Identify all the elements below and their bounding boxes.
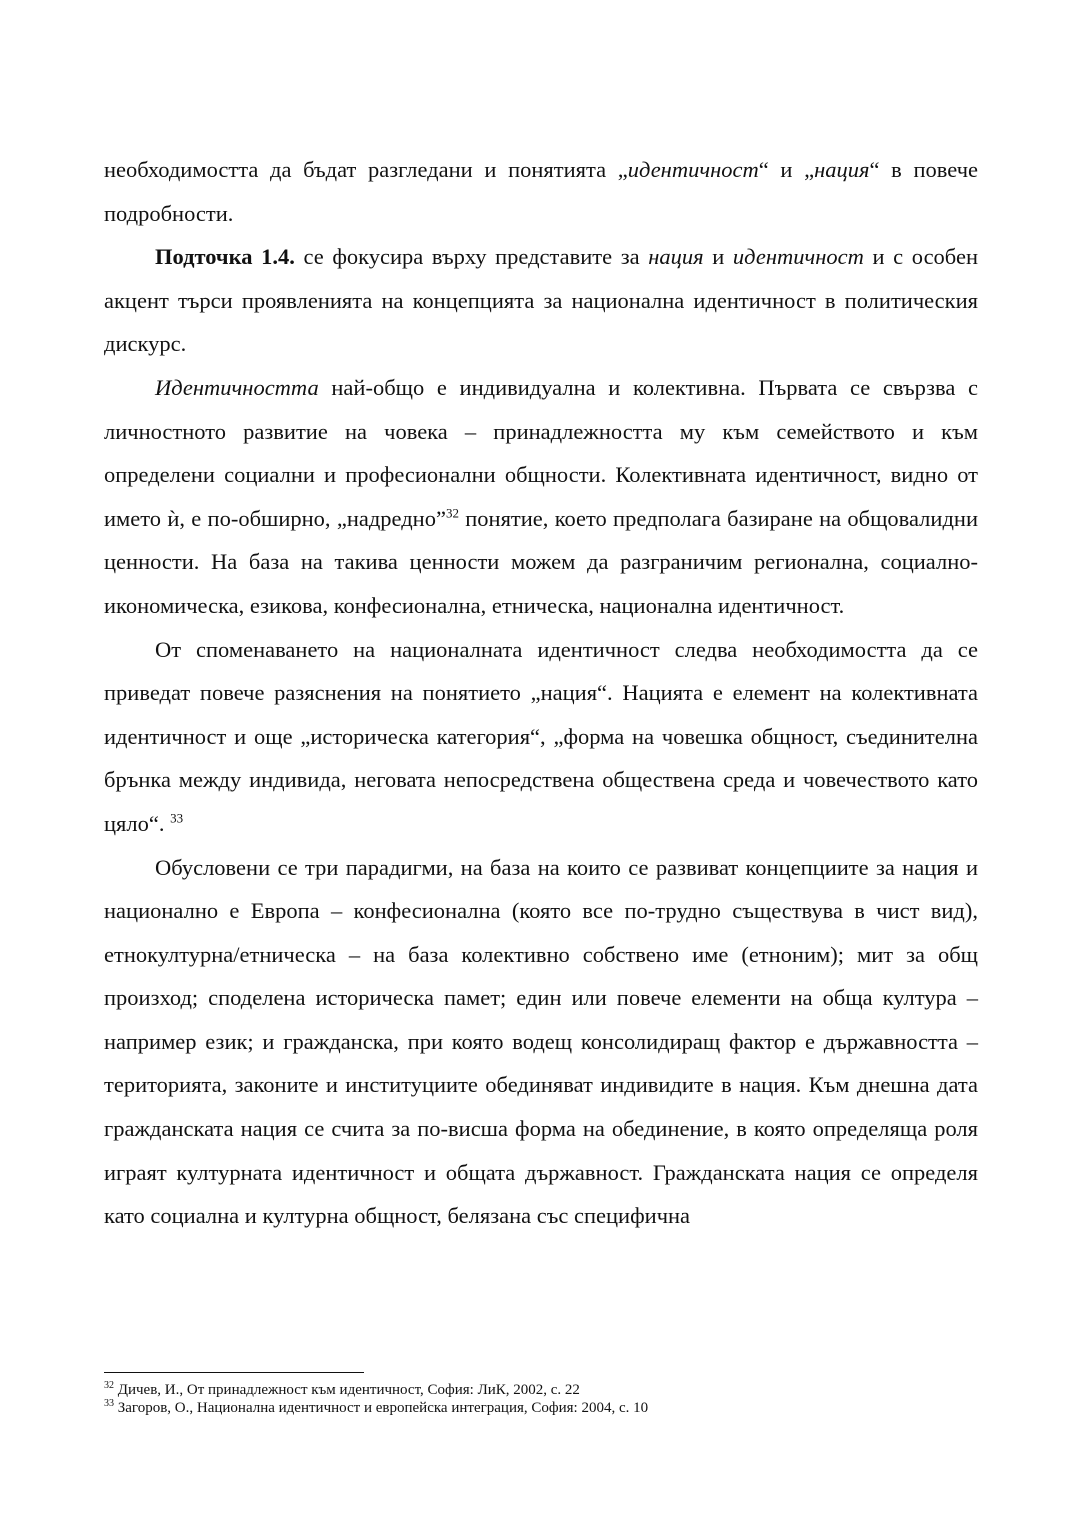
italic-term: нация (648, 244, 704, 270)
text-run: се фокусира върху представите за (294, 244, 649, 270)
footnote-text: Загоров, О., Национална идентичност и европейска интеграция, София: 2004, с. 10 (114, 1400, 649, 1416)
text-run: “ и „ (758, 157, 815, 182)
footnote-number: 32 (104, 1380, 114, 1391)
footnote-separator (104, 1372, 364, 1373)
footnote-ref-32[interactable]: 32 (445, 505, 459, 521)
text-run: най-общо е индивидуална и колективна. Първата се свързва с личностното развитие на човека – принадлежността му към семейството и към определени социални и професионални общности. Колективната идентичност, видно от името ѝ, е по-обширно, „надредно” (104, 374, 978, 531)
text-run: От споменаването на националната идентичност следва необходимостта да се приведат повече разяснения на понятието „нация“. Нацията е елемент на колективната идентичност и още „историческа категория“, „форма на човешка общност, съединителна брънка между индивида, неговата непосредствена обществена среда и човечеството като цяло“. (104, 636, 978, 836)
footnotes (104, 1381, 978, 1417)
footnote-ref-33[interactable]: 33 (170, 810, 184, 826)
italic-term: идентичност (627, 157, 759, 182)
text-run: и (703, 244, 733, 270)
paragraph-5 (104, 846, 978, 1238)
paragraph-3 (104, 366, 978, 628)
text-run: понятие, което предполага базиране на общовалидни ценности. На база на такива ценности можем да разграничим регионална, социално-икономическа, езикова, конфесионална, етническа, национална идентичност. (104, 505, 978, 618)
italic-term: Идентичността (155, 374, 319, 400)
footnote-text: Дичев, И., От принадлежност към идентичност, София: ЛиК, 2002, с. 22 (114, 1382, 580, 1398)
subsection-label: Подточка 1.4. (155, 244, 295, 270)
text-run: “ в повече подробности. (104, 157, 979, 226)
paragraph-4 (104, 628, 978, 846)
italic-term: нация (814, 157, 870, 182)
footnote-number: 33 (104, 1398, 114, 1409)
text-run: и с особен акцент търси проявленията на концепцията за национална идентичност в политическия дискурс. (104, 244, 978, 357)
paragraph-1 (104, 148, 978, 235)
italic-term: идентичност (732, 244, 864, 270)
footnote-32 (104, 1381, 978, 1399)
text-run: необходимостта да бъдат разгледани и понятията „ (104, 157, 628, 182)
paragraph-2 (104, 235, 978, 366)
text-run: Обусловени се три парадигми, на база на които се развиват концепциите за нация и национално е Европа – конфесионална (която все по-трудно съществува в чист вид), етнокултурна/етническа – на база колективно собствено име (етноним); мит за общ произход; споделена историческа памет; един или повече елементи на обща култура – например език; и гражданска, при която водещ консолидиращ фактор е държавността – територията, законите и институциите обединяват индивидите в нация. Към днешна дата гражданската нация се счита за по-висша форма на обединение, в която определяща роля играят културната идентичност и общата държавност. Гражданската нация се определя като социална и културна общност, белязана със специфична (104, 854, 978, 1229)
document-body (104, 148, 978, 1238)
footnote-33 (104, 1399, 978, 1417)
